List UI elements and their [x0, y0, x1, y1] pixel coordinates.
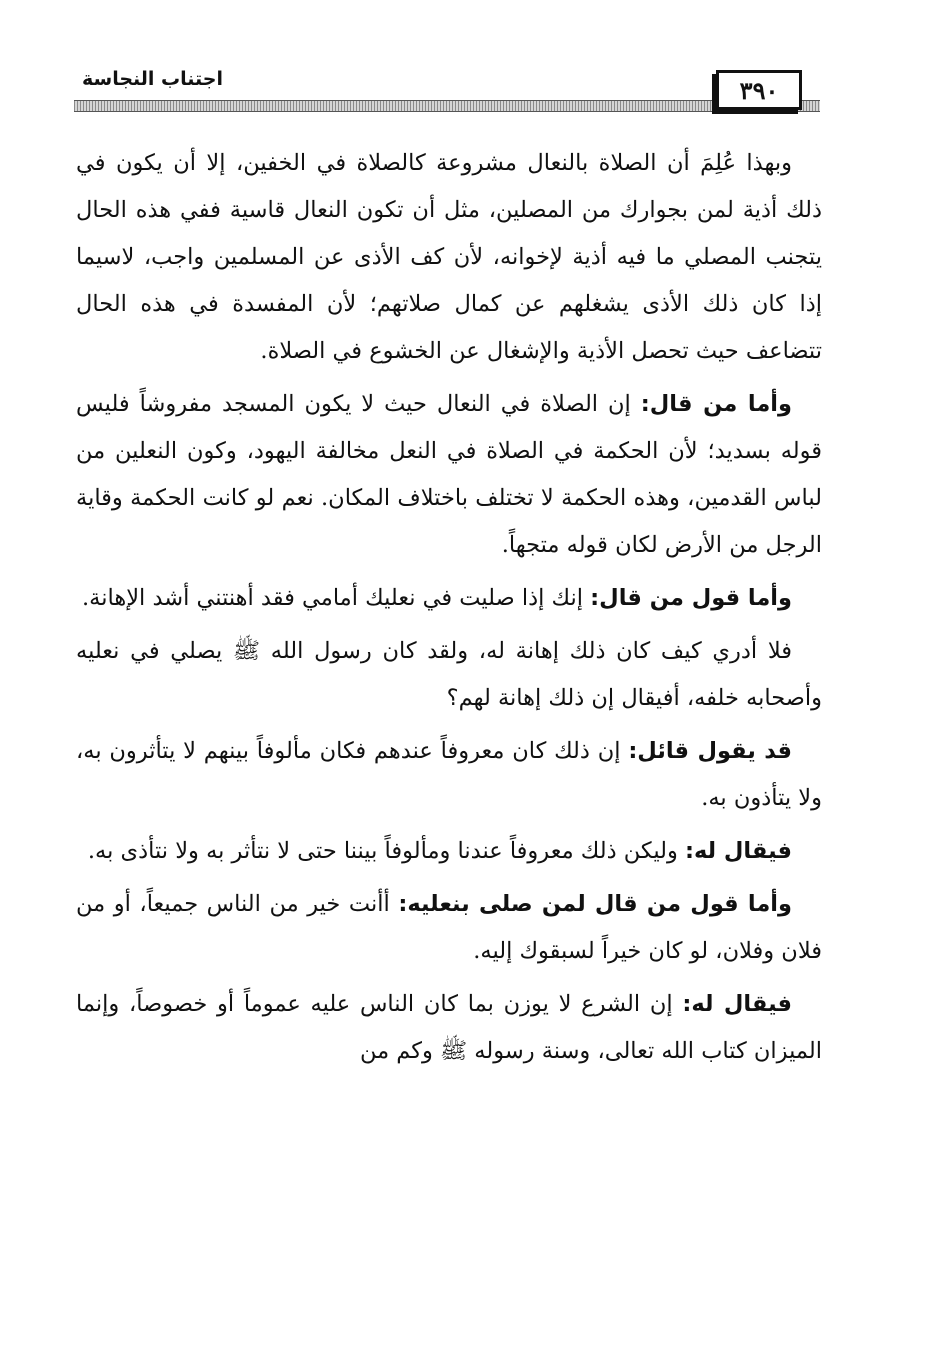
- paragraph-text: فلا أدري كيف كان ذلك إهانة له، ولقد كان رسول الله ﷺ يصلي في نعليه وأصحابه خلفه، أفيقال إن ذلك إهانة لهم؟: [76, 638, 822, 711]
- paragraph-6: [76, 828, 822, 875]
- paragraph-4: [76, 628, 822, 722]
- paragraph-3: [76, 575, 822, 622]
- paragraph-lead: وأما قول من قال لمن صلى بنعليه:: [398, 891, 792, 917]
- paragraph-text: وبهذا عُلِمَ أن الصلاة بالنعال مشروعة كالصلاة في الخفين، إلا أن يكون في ذلك أذية لمن بجوارك من المصلين، مثل أن تكون النعال قاسية ففي هذه الحال يتجنب المصلي ما فيه أذية لإخوانه، لأن كف الأذى عن المسلمين واجب، لاسيما إذا كان ذلك الأذى يشغلهم عن كمال صلاتهم؛ لأن المفسدة في هذه الحال تتضاعف حيث تحصل الأذية والإشغال عن الخشوع في الصلاة.: [76, 150, 822, 364]
- paragraph-text: إن الصلاة في النعال حيث لا يكون المسجد مفروشاً فليس قوله بسديد؛ لأن الحكمة في الصلاة في النعل مخالفة اليهود، وكون النعلين من لباس القدمين، وهذه الحكمة لا تختلف باختلاف المكان. نعم لو كانت الحكمة وقاية الرجل من الأرض لكان قوله متجهاً.: [76, 391, 822, 558]
- paragraph-lead: فيقال له:: [684, 838, 792, 864]
- paragraph-text: أأنت خير من الناس جميعاً، أو من فلان وفلان، لو كان خيراً لسبقوك إليه.: [76, 891, 822, 964]
- paragraph-lead: وأما قول من قال:: [590, 585, 792, 611]
- paragraph-lead: فيقال له:: [682, 991, 792, 1017]
- paragraph-5: [76, 728, 822, 822]
- page-body: [76, 140, 822, 1075]
- paragraph-7: [76, 881, 822, 975]
- page-header: [74, 62, 820, 122]
- header-decorative-band: [74, 100, 820, 112]
- paragraph-text: إن ذلك كان معروفاً عندهم فكان مألوفاً بينهم لا يتأثرون به، ولا يتأذون به.: [76, 738, 822, 811]
- paragraph-1: [76, 140, 822, 375]
- paragraph-text: إن الشرع لا يوزن بما كان الناس عليه عموماً أو خصوصاً، وإنما الميزان كتاب الله تعالى، وسنة رسوله ﷺ وكم من: [76, 991, 822, 1064]
- page-number: ٣٩٠: [716, 70, 802, 110]
- paragraph-2: [76, 381, 822, 569]
- paragraph-text: إنك إذا صليت في نعليك أمامي فقد أهنتني أشد الإهانة.: [82, 585, 591, 611]
- paragraph-8: [76, 981, 822, 1075]
- paragraph-lead: قد يقول قائل:: [628, 738, 792, 764]
- paragraph-text: وليكن ذلك معروفاً عندنا ومألوفاً بيننا حتى لا نتأثر به ولا نتأذى به.: [87, 838, 685, 864]
- paragraph-lead: وأما من قال:: [640, 391, 793, 417]
- running-title: اجتناب النجاسة: [76, 68, 229, 90]
